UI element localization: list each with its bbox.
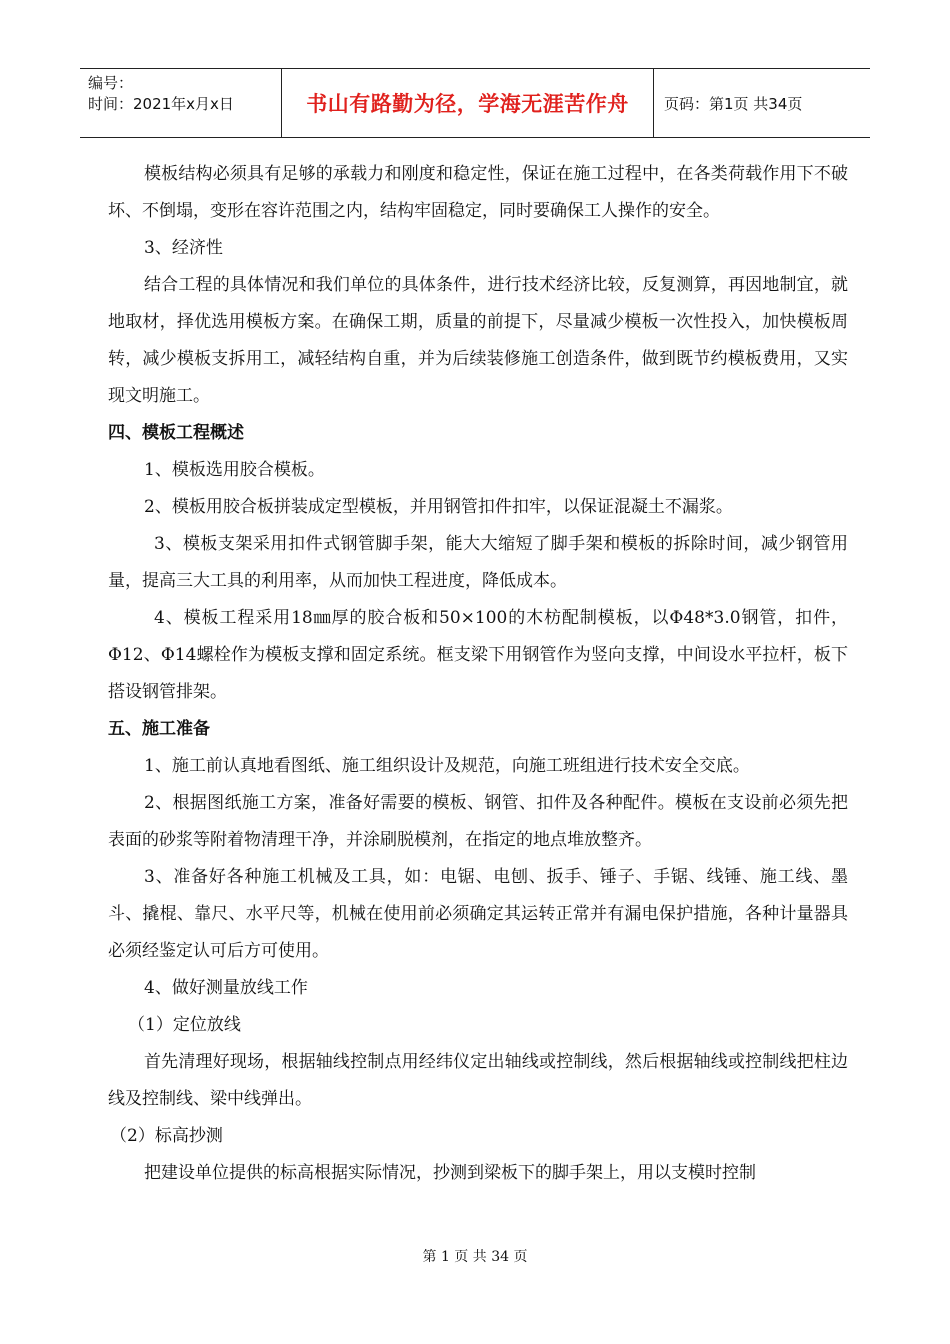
paragraph: 3、模板支架采用扣件式钢管脚手架，能大大缩短了脚手架和模板的拆除时间，减少钢管用量，提高三大工具的利用率，从而加快工程进度，降低成本。	[108, 534, 848, 591]
section-heading: 五、施工准备	[108, 719, 210, 739]
paragraph: 把建设单位提供的标高根据实际情况，抄测到梁板下的脚手架上，用以支模时控制	[144, 1163, 756, 1183]
paragraph: 3、经济性	[144, 238, 223, 258]
paragraph: 3、准备好各种施工机械及工具，如：电锯、电刨、扳手、锤子、手锯、线锤、施工线、墨斗、撬棍、靠尺、水平尺等，机械在使用前必须确定其运转正常并有漏电保护措施，各种计量器具必须经鉴定认可后方可使用。	[108, 867, 848, 961]
paragraph: 结合工程的具体情况和我们单位的具体条件，进行技术经济比较，反复测算，再因地制宜，就地取材，择优选用模板方案。在确保工期，质量的前提下，尽量减少模板一次性投入，加快模板周转，减少模板支拆用工，减轻结构自重，并为后续装修施工创造条件，做到既节约模板费用，又实现文明施工。	[108, 275, 848, 406]
paragraph: 首先清理好现场，根据轴线控制点用经纬仪定出轴线或控制线，然后根据轴线或控制线把柱边线及控制线、梁中线弹出。	[108, 1052, 848, 1109]
paragraph: 1、模板选用胶合模板。	[144, 460, 325, 480]
time-label: 时间：2021年x月x日	[88, 95, 234, 113]
header-motto: 书山有路勤为径，学海无涯苦作舟	[282, 69, 654, 137]
document-body	[108, 156, 848, 1192]
paragraph: 模板结构必须具有足够的承载力和刚度和稳定性，保证在施工过程中，在各类荷载作用下不破坏、不倒塌，变形在容许范围之内，结构牢固稳定，同时要确保工人操作的安全。	[108, 164, 848, 221]
section-heading: 四、模板工程概述	[108, 423, 244, 443]
number-label: 编号：	[88, 74, 134, 92]
page-header	[80, 68, 870, 138]
header-page-label: 页码：第1页 共34页	[664, 94, 803, 113]
paragraph: 4、模板工程采用18㎜厚的胶合板和50×100的木枋配制模板，以Φ48*3.0钢管，扣件，Φ12、Φ14螺栓作为模板支撑和固定系统。框支梁下用钢管作为竖向支撑，中间设水平拉杆，板下搭设钢管排架。	[108, 608, 848, 702]
paragraph: 2、根据图纸施工方案，准备好需要的模板、钢管、扣件及各种配件。模板在支设前必须先把表面的砂浆等附着物清理干净，并涂刷脱模剂，在指定的地点堆放整齐。	[108, 793, 848, 850]
header-meta	[80, 69, 282, 137]
subheading: （2）标高抄测	[110, 1126, 223, 1146]
subheading: （1）定位放线	[128, 1015, 241, 1035]
paragraph: 2、模板用胶合板拼装成定型模板，并用钢管扣件扣牢，以保证混凝土不漏浆。	[144, 497, 733, 517]
page-footer: 第 1 页 共 34 页	[422, 1249, 528, 1265]
paragraph: 1、施工前认真地看图纸、施工组织设计及规范，向施工班组进行技术安全交底。	[144, 756, 750, 776]
paragraph: 4、做好测量放线工作	[144, 978, 308, 998]
